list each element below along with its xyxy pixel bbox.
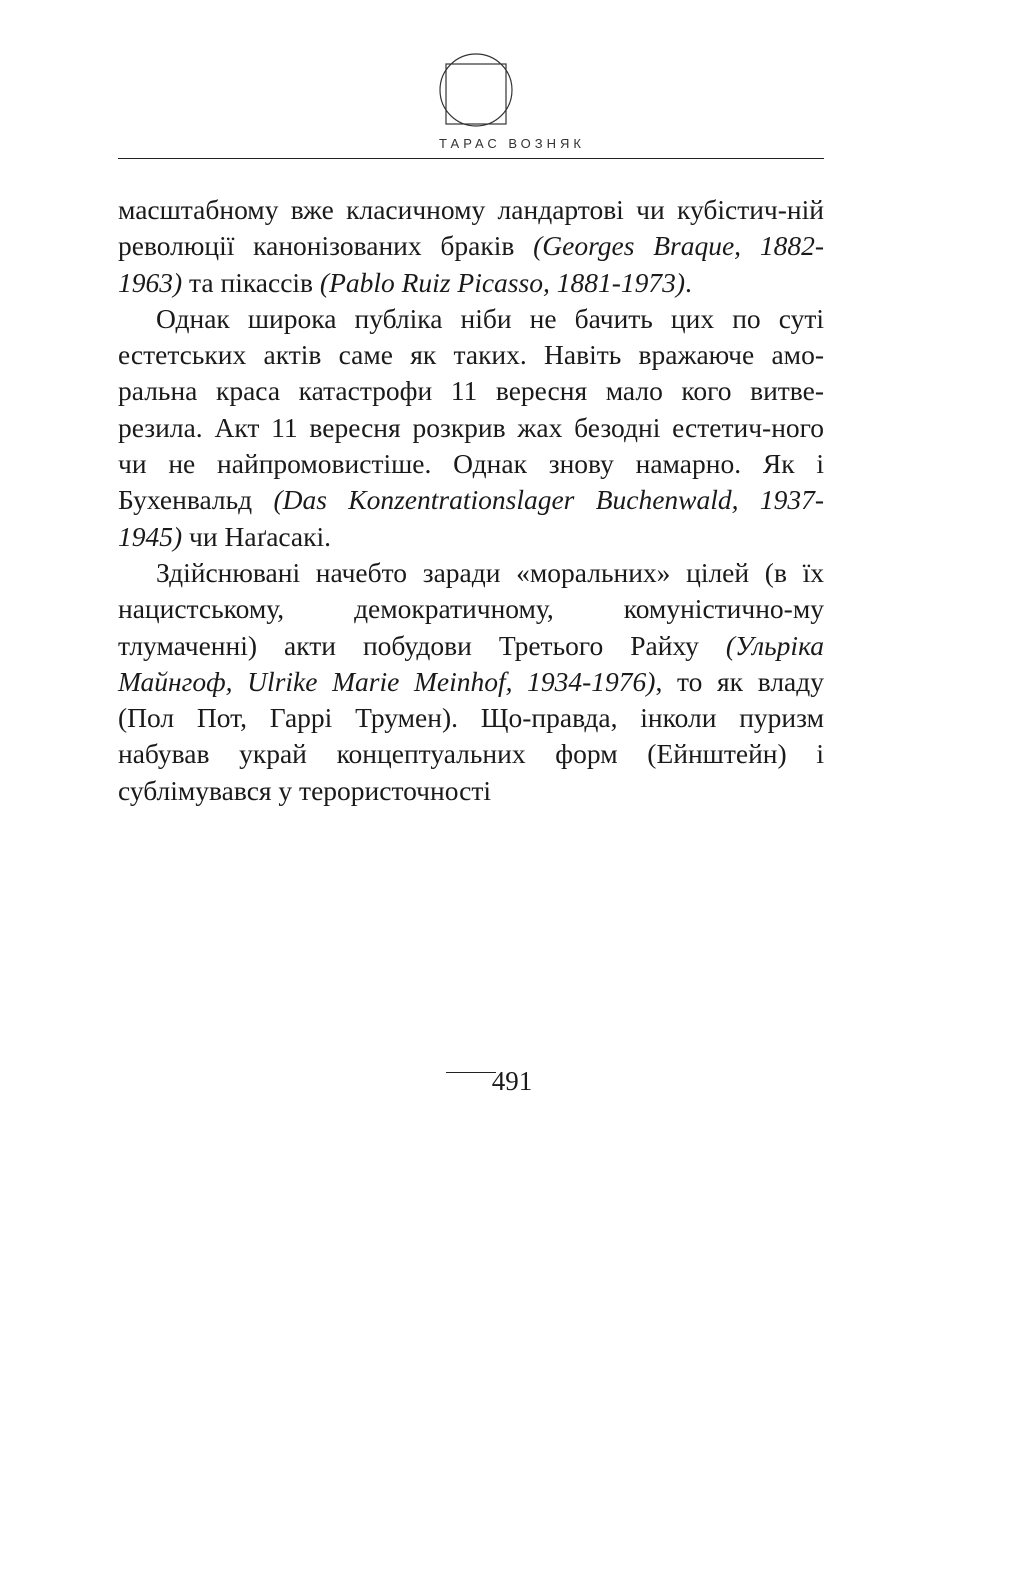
paragraph-3 [118,555,824,809]
paragraph-1 [118,192,824,301]
italic-citation: (Das Konzentrationslager Buchenwald, 1937-1945) [118,484,824,552]
running-header-author: ТАРАС ВОЗНЯК [439,136,585,151]
text-span: Здійснювані начебто заради «моральних» цілей (в їх нацистському, демократичному, комуністично-му тлумаченні) акти побудови Третього Райху [118,556,824,661]
text-span: . [685,266,692,298]
circle-square-logo-icon [436,50,516,130]
text-span: чи Наґасакі. [182,520,332,552]
body-text [118,192,824,809]
text-span: та пікассів [182,266,320,298]
text-span: масштабному вже класичному ландартові чи кубістич-ній революції канонізованих браків [118,194,824,262]
paragraph-2 [118,301,824,555]
header-divider [118,158,824,159]
italic-citation: (Georges Braque, 1882-1963) [118,230,824,298]
text-span: , то як владу (Пол Пот, Гаррі Трумен). Що-правда, інколи пуризм набував украй концептуальних форм (Ейнштейн) і сублімувався у терористочності [118,665,824,806]
text-span: Однак широка публіка ніби не бачить цих по суті естетських актів саме як таких. Навіть вражаюче амо-ральна краса катастрофи 11 вересня мало кого витве-резила. Акт 11 вересня розкрив жах безодні естетич-ного чи не найпромовистіше. Однак знову намарно. Як і Бухенвальд [118,302,824,516]
italic-citation: (Pablo Ruiz Picasso, 1881-1973) [319,266,686,298]
italic-citation: (Ульріка Майнгоф, Ulrike Marie Meinhof, 1934-1976) [118,629,824,697]
page-number: 491 [491,1066,533,1096]
